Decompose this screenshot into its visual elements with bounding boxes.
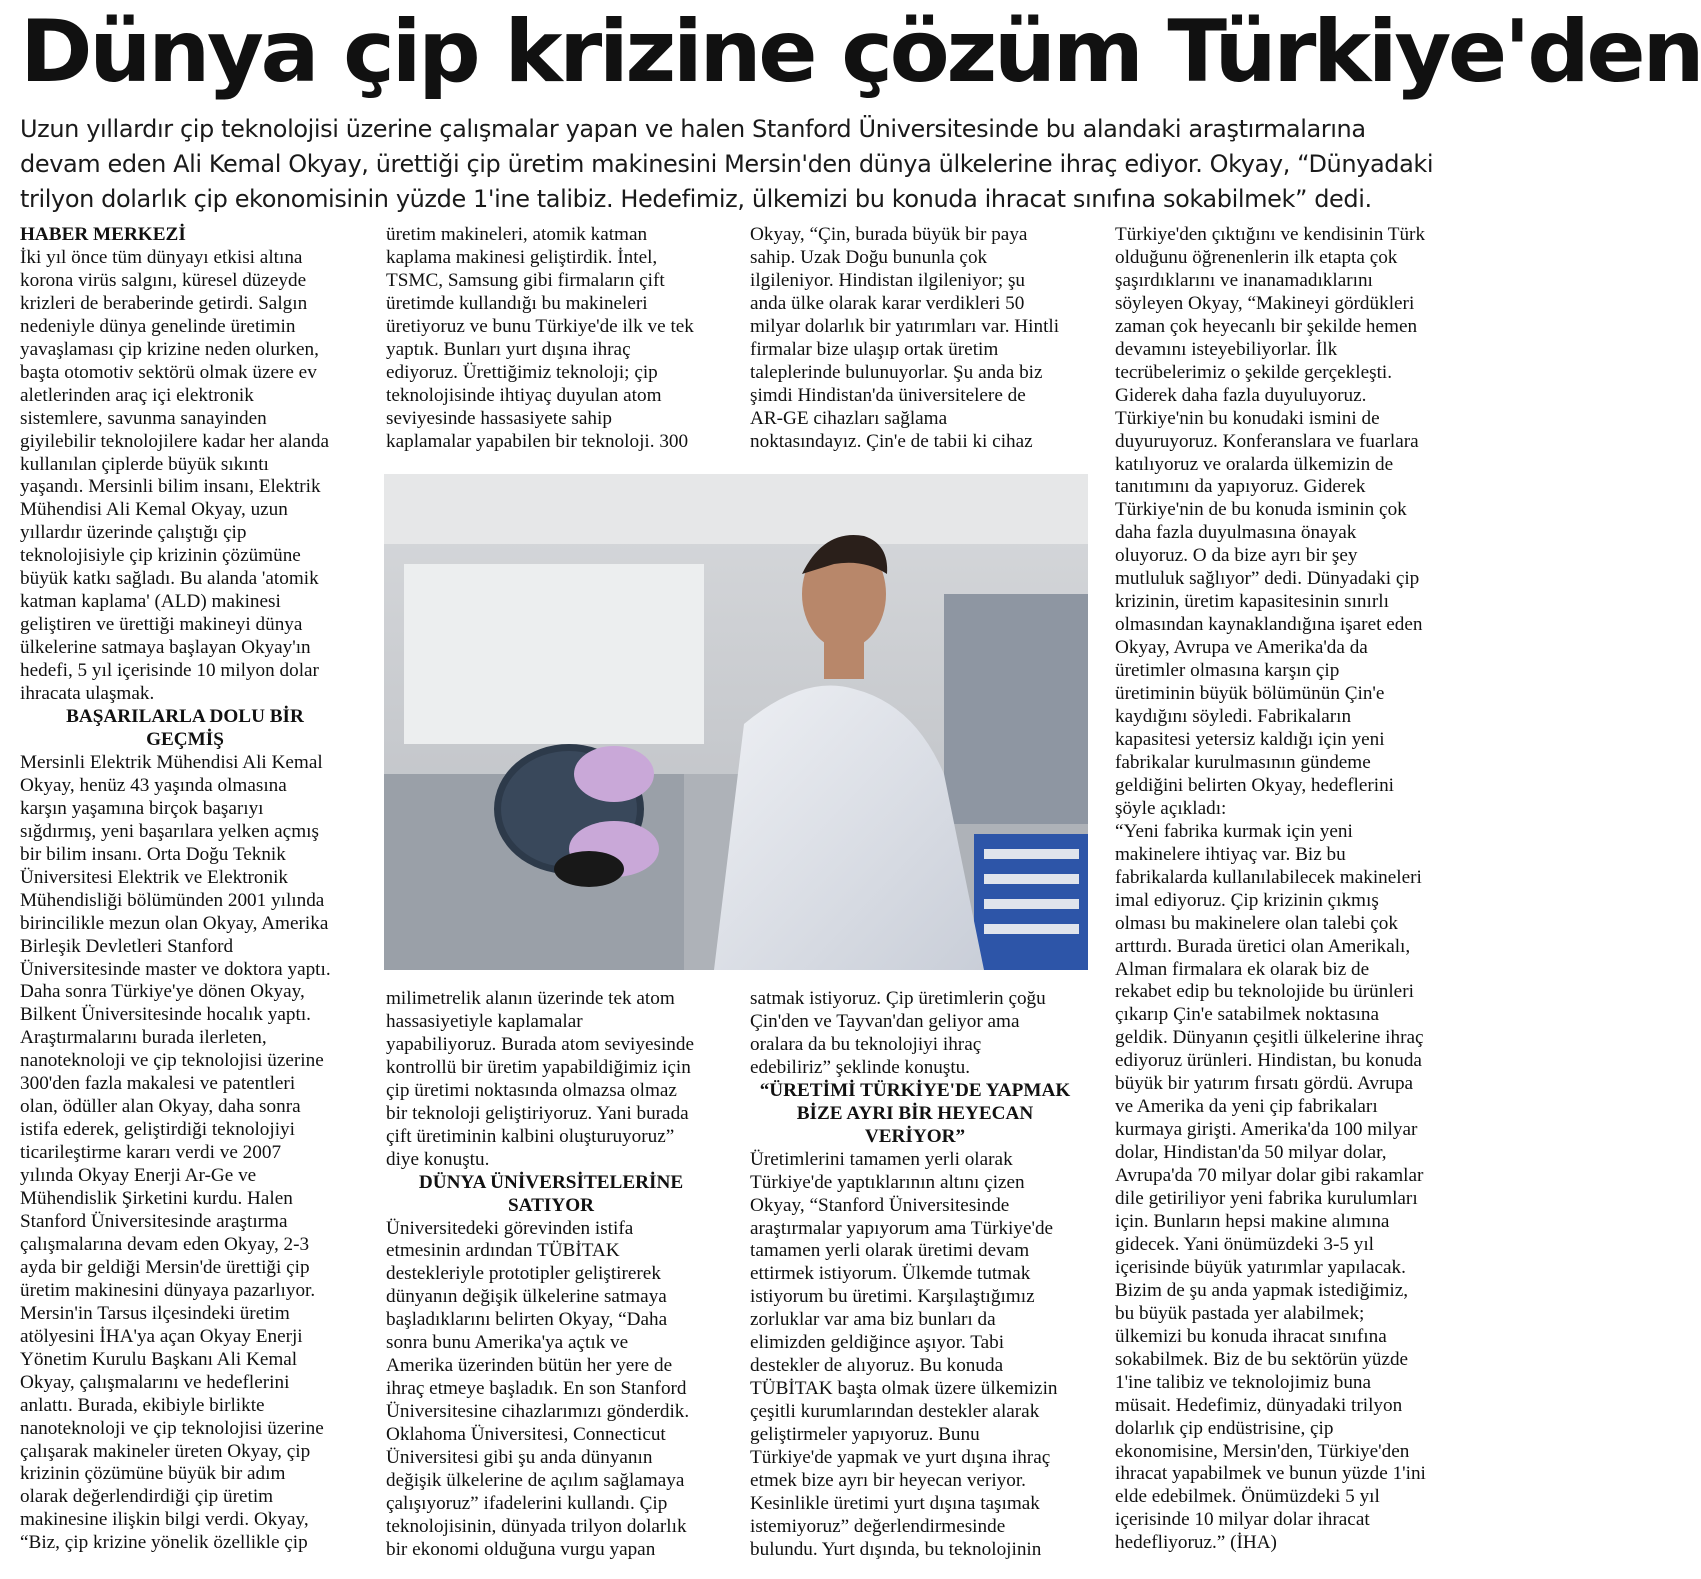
text-line: sahip. Uzak Doğu bununla çok xyxy=(750,246,988,268)
text-line: hedefi, 5 yıl içerisinde 10 milyon dolar xyxy=(20,660,319,682)
text-line: sığdırmış, yeni başarılara yelken açmış xyxy=(20,820,319,842)
text-line: dünyanın değişik ülkelerine satmaya xyxy=(386,1286,667,1308)
text-line: üretimde kullandığı bu makineleri xyxy=(386,292,648,314)
text-line: nedeniyle dünya genelinde üretimin xyxy=(20,315,296,337)
text-line: Mersinli Elektrik Mühendisi Ali Kemal xyxy=(20,751,323,773)
text-line: devamını isteyebiliyorlar. İlk xyxy=(1115,338,1338,360)
column-4 xyxy=(1115,224,1426,1555)
text-line: 300'den fazla makalesi ve patentleri xyxy=(20,1073,296,1095)
text-line: sokabilmek. Biz de bu sektörün yüzde xyxy=(1115,1348,1409,1370)
text-line: Daha sonra Türkiye'ye dönen Okyay, xyxy=(20,981,305,1003)
text-line: dile getiriliyor yeni fabrika kurulumları xyxy=(1115,1188,1418,1210)
text-line: Üniversitesi Elektrik ve Elektronik xyxy=(20,866,289,888)
text-line: korona virüs salgını, küresel düzeyde xyxy=(20,269,307,291)
text-line: olması bu makinelere olan talebi çok xyxy=(1115,912,1398,934)
text-line: teknolojisinde ihtiyaç duyulan atom xyxy=(386,384,662,406)
text-line: anda ülke olarak karar verdikleri 50 xyxy=(750,292,1025,314)
text-line: Türkiye'den çıktığını ve kendisinin Türk xyxy=(1115,224,1426,245)
text-line: Türkiye'de yapmak ve yurt dışına ihraç xyxy=(750,1447,1051,1469)
text-line: diye konuştu. xyxy=(386,1148,490,1170)
text-line: destekler de alıyoruz. Bu konuda xyxy=(750,1355,1004,1377)
text-line: nanoteknoloji ve çip teknolojisi üzerine xyxy=(20,1050,324,1072)
text-line: yılında Okyay Enerji Ar-Ge ve xyxy=(20,1165,257,1187)
text-line: teknolojisiyle çip krizinin çözümüne xyxy=(20,545,301,567)
text-line: başta otomotiv sektörü olmak üzere ev xyxy=(20,361,317,383)
text-line: hassasiyetiyle kaplamalar xyxy=(386,1010,583,1032)
text-line: büyük bir yatırım fırsatı gördü. Avrupa xyxy=(1115,1073,1414,1095)
headline-text: Dünya çip krizine çözüm Türkiye'den xyxy=(20,2,1701,102)
text-line: TÜBİTAK başta olmak üzere ülkemizin xyxy=(750,1378,1058,1400)
text-line: imal ediyoruz. Çip krizinin çıkmış xyxy=(1115,889,1379,911)
text-line: krizleri de beraberinde getirdi. Salgın xyxy=(20,292,308,314)
text-line: bir bilim insanı. Orta Doğu Teknik xyxy=(20,843,286,865)
text-line: ekonomisine, Mersin'den, Türkiye'den xyxy=(1115,1440,1410,1462)
text-line: atölyesini İHA'ya açan Okyay Enerji xyxy=(20,1325,303,1347)
text-line: ve Amerika da yeni çip fabrikaları xyxy=(1115,1096,1378,1118)
text-line: olarak değerlendirdiği çip üretim xyxy=(20,1486,274,1508)
text-line: çıkarıp Çin'e satabilmek noktasına xyxy=(1115,1004,1380,1026)
text-line: seviyesinde hassasiyete sahip xyxy=(386,407,612,429)
text-line: milyar dolarlık bir yatırımları var. Hintli xyxy=(750,315,1060,337)
text-line: taleplerinde bulunuyorlar. Şu anda biz xyxy=(750,361,1043,383)
text-line: çalışarak makineler üreten Okyay, çip xyxy=(20,1440,311,1462)
spot-line: Uzun yıllardır çip teknolojisi üzerine çalışmalar yapan ve halen Stanford Üniversitesinde bu alandaki araştırmalarına xyxy=(20,115,1366,143)
text-line: ettirmek istiyorum. Ülkemde tutmak xyxy=(750,1263,1031,1285)
text-line: üretim makineleri, atomik katman xyxy=(386,224,648,245)
text-line: birincilikle mezun olan Okyay, Amerika xyxy=(20,912,329,934)
text-line: çip üretimi noktasında olmazsa olmaz xyxy=(386,1079,677,1101)
text-line: Araştırmalarını burada ilerleten, xyxy=(20,1027,267,1049)
text-line: AR-GE cihazları sağlama xyxy=(750,407,948,429)
headline xyxy=(20,2,1701,102)
text-line: çeşitli kurumlarından destekler alarak xyxy=(750,1401,1040,1423)
text-line: şöyle açıkladı: xyxy=(1115,797,1227,819)
text-line: fabrikalar kurulmasının gündeme xyxy=(1115,751,1371,773)
text-line: elde edebilmek. Önümüzdeki 5 yıl xyxy=(1115,1486,1380,1508)
text-line: bir teknoloji geliştiriyoruz. Yani burada xyxy=(386,1102,689,1124)
text-line: Okyay, henüz 43 yaşında olmasına xyxy=(20,774,287,796)
text-line: üretim makinesini dünyaya pazarlıyor. xyxy=(20,1279,316,1301)
text-line: rekabet edip bu teknolojide bu ürünleri xyxy=(1115,981,1414,1003)
text-line: milimetrelik alanın üzerinde tek atom xyxy=(386,988,675,1009)
article-photo xyxy=(384,474,1088,970)
text-line: içerisinde büyük yatırımlar yapılacak. xyxy=(1115,1256,1406,1278)
column-2-bottom xyxy=(386,988,716,1562)
text-line: edebiliriz” şeklinde konuştu. xyxy=(750,1056,971,1078)
text-line: yavaşlaması çip krizine neden olurken, xyxy=(20,338,319,360)
text-line: dolarlık çip endüstrisine, çip xyxy=(1115,1417,1334,1439)
text-line: giyilebilir teknolojilere kadar her alanda xyxy=(20,430,330,452)
text-line: yaşandı. Mersinli bilim insanı, Elektrik xyxy=(20,476,321,498)
text-line: geliştirmeler yapıyoruz. Bunu xyxy=(750,1424,980,1446)
text-line: Okyay, “Çin, burada büyük bir paya xyxy=(750,224,1028,245)
text-line: çalışıyoruz” ifadelerini kullandı. Çip xyxy=(386,1492,668,1514)
text-line: Avrupa'da 70 milyar dolar gibi rakamlar xyxy=(1115,1165,1424,1187)
text-line: Çin'den ve Tayvan'dan geliyor ama xyxy=(750,1010,1020,1032)
text-line: oluyoruz. O da bize ayrı bir şey xyxy=(1115,545,1358,567)
text-line: çalışmalarına devam eden Okyay, 2-3 xyxy=(20,1233,310,1255)
text-line: ilgileniyor. Hindistan ilgileniyor; şu xyxy=(750,269,1026,291)
text-line: teknolojisinin, dünyada trilyon dolarlık xyxy=(386,1515,687,1537)
text-line: kontrollü bir üretim yapabildiğimiz için xyxy=(386,1056,691,1078)
text-line: araştırmalar yapıyorum ama Türkiye'de xyxy=(750,1217,1054,1239)
text-line: ediyoruz ürünleri. Hindistan, bu konuda xyxy=(1115,1050,1422,1072)
text-line: Bizim de şu anda yapmak istediğimiz, xyxy=(1115,1279,1409,1301)
text-line: aletlerinden araç içi elektronik xyxy=(20,384,254,406)
text-line: kurmaya girişti. Amerika'da 100 milyar xyxy=(1115,1119,1418,1141)
text-line: Üniversitesine cihazlarımızı gönderdik. xyxy=(386,1401,690,1423)
text-line: sistemlere, savunma sanayinden xyxy=(20,407,267,429)
text-line: hedefliyoruz.” (İHA) xyxy=(1115,1532,1277,1554)
text-line: Mühendislik Şirketini kurdu. Halen xyxy=(20,1188,293,1210)
text-line: bulundu. Yurt dışında, bu teknolojinin xyxy=(750,1538,1042,1560)
text-line: katılıyoruz ve oralarda ülkemizin de xyxy=(1115,453,1394,475)
text-line: TSMC, Samsung gibi firmaların çift xyxy=(386,269,665,291)
text-line: geldik. Dünyanın çeşitli ülkelerine ihraç xyxy=(1115,1027,1424,1049)
text-line: makinesine ilişkin bilgi verdi. Okyay, xyxy=(20,1509,309,1531)
byline: HABER MERKEZİ xyxy=(20,224,186,245)
text-line: tecrübelerimiz o şekilde gerçekleşti. xyxy=(1115,361,1393,383)
text-line: Mühendisliği bölümünden 2001 yılında xyxy=(20,889,325,911)
text-line: Giderek daha fazla duyuluyoruz. xyxy=(1115,384,1367,406)
text-line: ticarileştirme kararı verdi ve 2007 xyxy=(20,1142,282,1164)
text-line: ediyoruz. Ürettiğimiz teknoloji; çip xyxy=(386,361,658,383)
text-line: ülkelerine satmaya başlayan Okyay'ın xyxy=(20,637,311,659)
text-line: elimizden geldiğince aşıyor. Tabi xyxy=(750,1332,1005,1354)
text-line: karşın yaşamına birçok başarıyı xyxy=(20,797,264,819)
text-line: noktasındayız. Çin'e de tabii ki cihaz xyxy=(750,430,1033,452)
spot-line: devam eden Ali Kemal Okyay, ürettiği çip üretim makinesini Mersin'den dünya ülkelerine ihraç ediyor. Okyay, “Dünyadaki xyxy=(20,150,1434,178)
text-line: üretimler olmasına karşın çip xyxy=(1115,660,1340,682)
text-line: Mersin'in Tarsus ilçesindeki üretim xyxy=(20,1302,290,1324)
photo-illustration xyxy=(384,474,1088,970)
text-line: duyuruyoruz. Konferanslara ve fuarlara xyxy=(1115,430,1419,452)
text-line: geliştiren ve ürettiği makineyi dünya xyxy=(20,614,303,636)
text-line: Türkiye'de yaptıklarının altını çizen xyxy=(750,1171,1025,1193)
text-line: Mühendisi Ali Kemal Okyay, uzun xyxy=(20,499,288,521)
text-line: yaptık. Bunları yurt dışına ihraç xyxy=(386,338,631,360)
text-line: Oklahoma Üniversitesi, Connecticut xyxy=(386,1424,666,1446)
text-line: destekleriyle prototipler geliştirerek xyxy=(386,1263,661,1285)
subheading-line: VERİYOR” xyxy=(864,1125,966,1147)
text-line: “Yeni fabrika kurmak için yeni xyxy=(1115,820,1353,842)
text-line: olmasından kaynaklandığına işaret eden xyxy=(1115,614,1423,636)
text-line: müsait. Hedefimiz, dünyadaki trilyon xyxy=(1115,1394,1403,1416)
text-line: ihracat yapabilmek ve bunun yüzde 1'ini xyxy=(1115,1463,1426,1485)
text-line: büyük katkı sağladı. Bu alanda 'atomik xyxy=(20,568,319,590)
text-line: Okyay, “Stanford Üniversitesinde xyxy=(750,1194,1010,1216)
text-line: Birleşik Devletleri Stanford xyxy=(20,935,234,957)
subheading-line: “ÜRETİMİ TÜRKİYE'DE YAPMAK xyxy=(759,1079,1071,1101)
text-line: için. Bunların hepsi makine alımına xyxy=(1115,1210,1390,1232)
text-line: Yönetim Kurulu Başkanı Ali Kemal xyxy=(20,1348,298,1370)
text-line: söyleyen Okyay, “Makineyi gördükleri xyxy=(1115,292,1415,314)
text-line: kaydığını söyledi. Fabrikaların xyxy=(1115,706,1352,728)
text-line: üretiminin büyük bölümünün Çin'e xyxy=(1115,683,1385,705)
subheading-line: BİZE AYRI BİR HEYECAN xyxy=(796,1102,1034,1124)
text-line: dolar, Hindistan'da 50 milyar dolar, xyxy=(1115,1142,1387,1164)
subheading-line: SATIYOR xyxy=(507,1194,594,1216)
text-line: başladıklarını belirten Okyay, “Daha xyxy=(386,1309,668,1331)
text-line: gidecek. Yani önümüzdeki 3-5 yıl xyxy=(1115,1233,1374,1255)
text-line: yapabiliyoruz. Burada atom seviyesinde xyxy=(386,1033,694,1055)
text-line: ihraç etmeye başladık. En son Stanford xyxy=(386,1378,687,1400)
text-line: olduğunu öğrenenlerin ilk etapta çok xyxy=(1115,246,1398,268)
column-3-bottom xyxy=(750,988,1080,1562)
text-line: Üretimlerini tamamen yerli olarak xyxy=(750,1148,1013,1170)
text-line: satmak istiyoruz. Çip üretimlerin çoğu xyxy=(750,988,1046,1009)
text-line: 1'ine talibiz ve teknolojimiz buna xyxy=(1115,1371,1372,1393)
text-line: etmesinin ardından TÜBİTAK xyxy=(386,1240,620,1262)
text-line: Okyay, çalışmalarını ve hedeflerini xyxy=(20,1371,290,1393)
text-line: geldiğini belirten Okyay, hedeflerini xyxy=(1115,774,1395,796)
text-line: ülkemizi bu konuda ihracat sınıfına xyxy=(1115,1325,1387,1347)
text-line: nanoteknoloji ve çip teknolojisi üzerine xyxy=(20,1417,324,1439)
text-line: oralara da bu teknolojiyi ihraç xyxy=(750,1033,982,1055)
text-line: çift üretiminin kalbini oluşturuyoruz” xyxy=(386,1125,675,1147)
text-line: Üniversitesinde master ve doktora yaptı. xyxy=(20,958,331,980)
text-line: Üniversitesi gibi şu anda dünyanın xyxy=(386,1447,653,1469)
text-line: Bilkent Üniversitesinde hocalık yaptı. xyxy=(20,1004,311,1026)
text-line: kaplama makinesi geliştirdik. İntel, xyxy=(386,246,658,268)
text-line: istifa ederek, geliştirdiği teknolojiyi xyxy=(20,1119,295,1141)
spot-summary xyxy=(20,112,1454,217)
text-line: şaşırdıklarını ve inanamadıklarını xyxy=(1115,269,1373,291)
text-line: olan, ödüller alan Okyay, daha sonra xyxy=(20,1096,301,1118)
column-1 xyxy=(20,224,350,1555)
text-line: Üniversitedeki görevinden istifa xyxy=(386,1217,634,1239)
text-line: tanıtımını da yapıyoruz. Giderek xyxy=(1115,476,1366,498)
text-line: Kesinlikle üretimi yurt dışına taşımak xyxy=(750,1492,1040,1514)
text-line: makinelere ihtiyaç var. Biz bu xyxy=(1115,843,1346,865)
text-line: içerisinde 10 milyar dolar ihracat xyxy=(1115,1509,1370,1531)
text-line: istiyorum bu üretimi. Karşılaştığımız xyxy=(750,1286,1035,1308)
text-line: krizinin, üretim kapasitesinin sınırlı xyxy=(1115,591,1389,613)
text-line: fabrikalarda kullanılabilecek makineleri xyxy=(1115,866,1422,888)
text-line: anlattı. Burada, ekibiyle birlikte xyxy=(20,1394,265,1416)
text-line: Amerika üzerinden bütün her yere de xyxy=(386,1355,673,1377)
text-line: Stanford Üniversitesinde araştırma xyxy=(20,1210,288,1232)
text-line: üretiyoruz ve bunu Türkiye'de ilk ve tek xyxy=(386,315,694,337)
text-line: sonra bunu Amerika'ya açtık ve xyxy=(386,1332,629,1354)
text-line: bu büyük pastada yer alabilmek; xyxy=(1115,1302,1365,1324)
text-line: Türkiye'nin de bu konuda isminin çok xyxy=(1115,499,1407,521)
text-line: yıllardır üzerinde çalıştığı çip xyxy=(20,522,247,544)
text-line: tamamen yerli olarak üretimi devam xyxy=(750,1240,1030,1262)
text-line: zaman çok heyecanlı bir şekilde hemen xyxy=(1115,315,1418,337)
text-line: bir ekonomi olduğuna vurgu yapan xyxy=(386,1538,656,1560)
text-line: krizinin çözümüne büyük bir adım xyxy=(20,1463,286,1485)
text-line: istemiyoruz” değerlendirmesinde xyxy=(750,1515,1006,1537)
text-line: kapasitesi yetersiz kaldığı için yeni xyxy=(1115,728,1385,750)
text-line: ayda bir geldiği Mersin'de ürettiği çip xyxy=(20,1256,310,1278)
subheading-line: GEÇMİŞ xyxy=(146,728,224,750)
text-line: mutluluk sağlıyor” dedi. Dünyadaki çip xyxy=(1115,568,1420,590)
text-line: zorluklar var ama biz bunları da xyxy=(750,1309,996,1331)
text-line: kaplamalar yapabilen bir teknoloji. 300 xyxy=(386,430,689,452)
text-line: Türkiye'nin bu konudaki ismini de xyxy=(1115,407,1380,429)
text-line: etmek bize ayrı bir heyecan veriyor. xyxy=(750,1470,1026,1492)
text-line: katman kaplama' (ALD) makinesi xyxy=(20,591,281,613)
text-line: Okyay, Avrupa ve Amerika'da da xyxy=(1115,637,1368,659)
text-line: “Biz, çip krizine yönelik özellikle çip xyxy=(20,1532,308,1554)
column-2-top xyxy=(386,224,694,454)
subheading-line: DÜNYA ÜNİVERSİTELERİNE xyxy=(418,1171,684,1193)
text-line: ihracata ulaşmak. xyxy=(20,683,155,705)
text-line: firmalar bize ulaşıp ortak üretim xyxy=(750,338,999,360)
text-line: şimdi Hindistan'da üniversitelere de xyxy=(750,384,1026,406)
text-line: arttırdı. Burada üretici olan Amerikalı, xyxy=(1115,935,1411,957)
spot-line: trilyon dolarlık çip ekonomisinin yüzde 1'ine talibiz. Hedefimiz, ülkemizi bu konuda ihracat sınıfına sokabilmek” dedi. xyxy=(20,185,1372,213)
text-line: daha fazla duyulmasına önayak xyxy=(1115,522,1357,544)
text-line: kullanılan çiplerde büyük sıkıntı xyxy=(20,453,269,475)
subheading-line: BAŞARILARLA DOLU BİR xyxy=(66,706,304,728)
text-line: değişik ülkelerine de açılım sağlamaya xyxy=(386,1470,685,1492)
text-line: Alman firmalara ek olarak biz de xyxy=(1115,958,1370,980)
column-3-top xyxy=(750,224,1059,454)
text-line: İki yıl önce tüm dünyayı etkisi altına xyxy=(20,246,303,268)
